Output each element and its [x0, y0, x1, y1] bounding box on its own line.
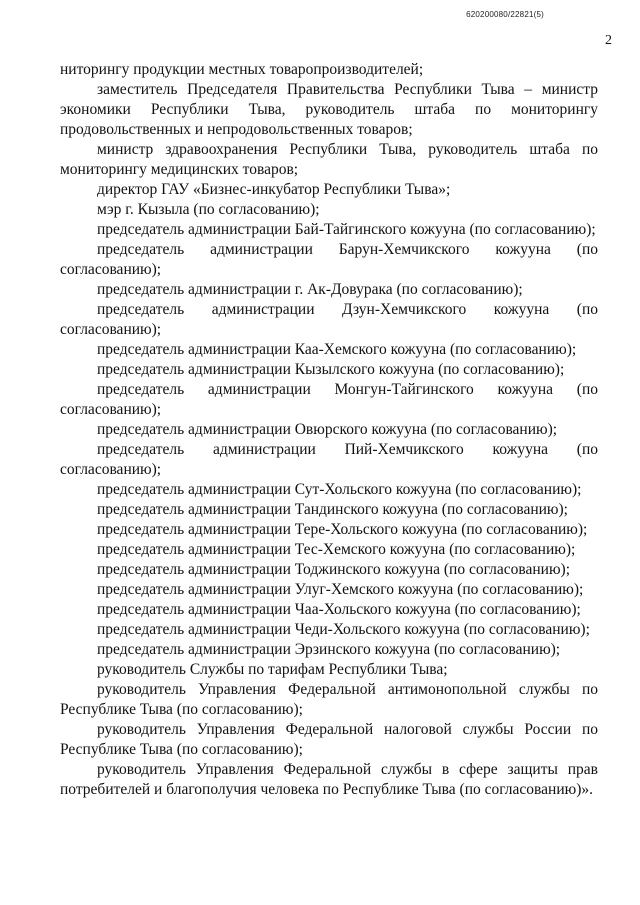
paragraph: председатель администрации Кызылского кожууна (по согласованию); [97, 361, 565, 378]
paragraph: председатель администрации Эрзинского кожууна (по согласованию); [97, 641, 561, 658]
paragraph: председатель администрации Тоджинского кожууна (по согласованию); [97, 561, 571, 578]
paragraph: председатель администрации Чаа-Хольского кожууна (по согласованию); [97, 601, 581, 618]
paragraph: руководитель Управления Федеральной антимонопольной службы по Республике Тыва (по согласованию); [60, 681, 598, 718]
paragraph: председатель администрации Сут-Хольского кожууна (по согласованию); [97, 481, 582, 498]
paragraph: председатель администрации Дзун-Хемчикского кожууна (по согласованию); [60, 301, 598, 338]
paragraph: председатель администрации Тере-Хольского кожууна (по согласованию); [97, 521, 588, 538]
paragraph: министр здравоохранения Республики Тыва, руководитель штаба по мониторингу медицинских товаров; [60, 141, 598, 178]
paragraph: председатель администрации Тандинского кожууна (по согласованию); [97, 501, 568, 518]
paragraph: председатель администрации г. Ак-Довурака (по согласованию); [97, 281, 523, 298]
paragraph: председатель администрации Тес-Хемского кожууна (по согласованию); [97, 541, 576, 558]
paragraph: председатель администрации Каа-Хемского кожууна (по согласованию); [97, 341, 577, 358]
paragraph: директор ГАУ «Бизнес-инкубатор Республики Тыва»; [97, 181, 451, 198]
paragraph: руководитель Управления Федеральной службы в сфере защиты прав потребителей и благополучия человека по Республике Тыва (по согласованию)». [60, 761, 598, 798]
paragraph: руководитель Службы по тарифам Республики Тыва; [97, 661, 448, 678]
document-code: 620200080/22821(5) [466, 10, 544, 19]
paragraph: заместитель Председателя Правительства Республики Тыва – министр экономики Республики Тыва, руководитель штаба по мониторингу продовольственных и непродовольственных товаров; [60, 81, 598, 138]
document-body [60, 60, 598, 800]
paragraph: председатель администрации Овюрского кожууна (по согласованию); [97, 421, 558, 438]
paragraph: председатель администрации Пий-Хемчикского кожууна (по согласованию); [60, 441, 598, 478]
paragraph: мэр г. Кызыла (по согласованию); [97, 201, 320, 218]
paragraph: председатель администрации Барун-Хемчикского кожууна (по согласованию); [60, 241, 598, 278]
page-number: 2 [605, 33, 612, 48]
paragraph: председатель администрации Чеди-Хольского кожууна (по согласованию); [97, 621, 590, 638]
paragraph: ниторингу продукции местных товаропроизводителей; [60, 61, 424, 78]
paragraph: руководитель Управления Федеральной налоговой службы России по Республике Тыва (по согласованию); [60, 721, 598, 758]
paragraph: председатель администрации Улуг-Хемского кожууна (по согласованию); [97, 581, 584, 598]
paragraph: председатель администрации Монгун-Тайгинского кожууна (по согласованию); [60, 381, 598, 418]
paragraph: председатель администрации Бай-Тайгинского кожууна (по согласованию); [97, 221, 596, 238]
